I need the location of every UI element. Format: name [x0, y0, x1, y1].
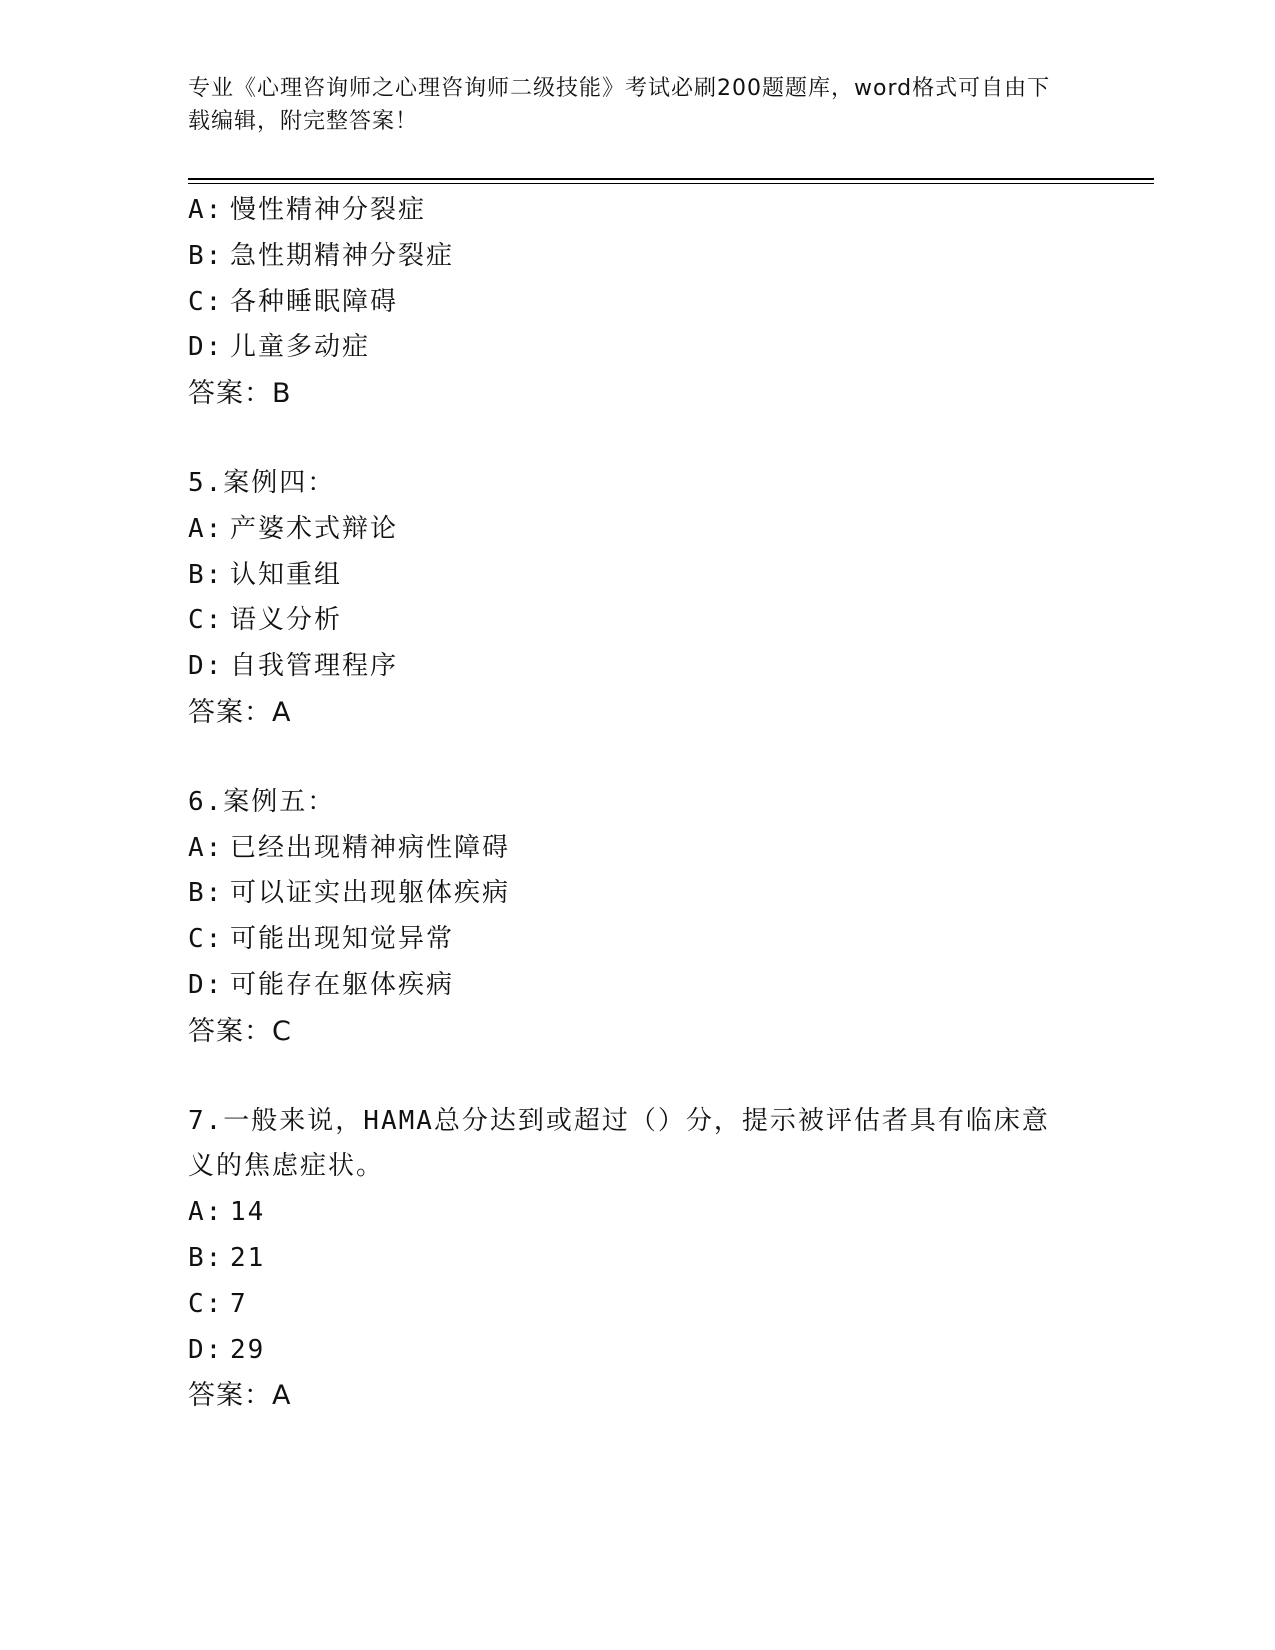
option-c — [188, 598, 1068, 644]
option-b — [188, 553, 1068, 599]
question-5 — [188, 461, 1068, 736]
spacer — [188, 1055, 1068, 1099]
option-c — [188, 1282, 1068, 1328]
option-text: 各种睡眠障碍 — [230, 286, 399, 317]
option-letter: C: — [188, 1288, 224, 1319]
header-divider-thin — [188, 183, 1154, 184]
option-letter: B: — [188, 878, 224, 909]
option-b — [188, 1236, 1068, 1282]
answer-line: 答案：A — [188, 1380, 292, 1412]
option-text: 儿童多动症 — [230, 332, 371, 363]
question-6 — [188, 780, 1068, 1055]
option-a — [188, 507, 1068, 553]
option-letter: B: — [188, 240, 224, 271]
question-list — [188, 188, 1068, 1419]
document-header: 专业《心理咨询师之心理咨询师二级技能》考试必刷200题题库，word格式可自由下载编辑，附完整答案！ — [188, 76, 1051, 134]
option-letter: D: — [188, 332, 224, 363]
spacer — [188, 736, 1068, 780]
option-text: 已经出现精神病性障碍 — [230, 832, 511, 863]
option-text: 29 — [230, 1334, 266, 1365]
option-text: 可能存在躯体疾病 — [230, 969, 455, 1000]
question-7 — [188, 1099, 1068, 1420]
header-divider-thick — [188, 178, 1154, 180]
option-text: 认知重组 — [230, 559, 343, 590]
option-letter: C: — [188, 286, 224, 317]
option-text: 可能出现知觉异常 — [230, 924, 455, 955]
question-stem: 6.案例五： — [188, 786, 336, 817]
spacer — [188, 417, 1068, 461]
answer-line: 答案：C — [188, 1015, 292, 1047]
option-text: 21 — [230, 1242, 266, 1273]
option-letter: C: — [188, 605, 224, 636]
option-letter: D: — [188, 969, 224, 1000]
option-letter: D: — [188, 651, 224, 682]
option-letter: B: — [188, 559, 224, 590]
option-d — [188, 644, 1068, 690]
option-c — [188, 280, 1068, 326]
option-text: 急性期精神分裂症 — [230, 240, 455, 271]
option-text: 7 — [230, 1288, 248, 1319]
option-letter: A: — [188, 1197, 224, 1228]
option-b — [188, 234, 1068, 280]
option-text: 产婆术式辩论 — [230, 513, 399, 544]
option-letter: A: — [188, 513, 224, 544]
answer-line: 答案：B — [188, 378, 292, 410]
answer-line: 答案：A — [188, 696, 292, 728]
option-text: 可以证实出现躯体疾病 — [230, 878, 511, 909]
option-d — [188, 1328, 1068, 1374]
option-text: 自我管理程序 — [230, 651, 399, 682]
question-stem: 5.案例四： — [188, 467, 336, 498]
option-b — [188, 871, 1068, 917]
question-partial — [188, 188, 1068, 417]
question-stem: 7.一般来说，HAMA总分达到或超过（）分，提示被评估者具有临床意义的焦虑症状。 — [188, 1105, 1050, 1182]
option-a — [188, 188, 1068, 234]
option-letter: A: — [188, 832, 224, 863]
option-letter: A: — [188, 195, 224, 225]
option-letter: B: — [188, 1242, 224, 1273]
option-text: 语义分析 — [230, 605, 343, 636]
option-text: 慢性精神分裂症 — [230, 195, 427, 225]
option-a — [188, 1190, 1068, 1236]
option-d — [188, 325, 1068, 371]
option-c — [188, 917, 1068, 963]
option-letter: C: — [188, 924, 224, 955]
option-text: 14 — [230, 1197, 266, 1228]
option-a — [188, 826, 1068, 872]
option-d — [188, 963, 1068, 1009]
option-letter: D: — [188, 1334, 224, 1365]
